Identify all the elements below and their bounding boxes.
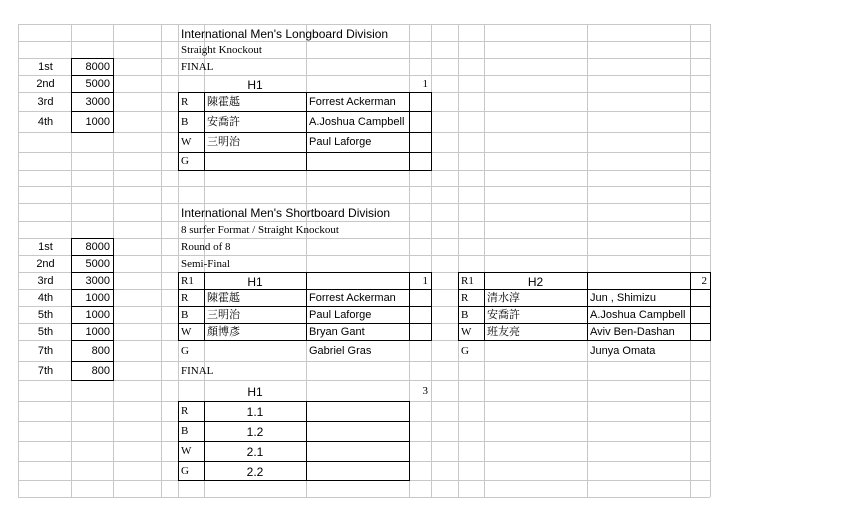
- jersey-color: B: [181, 308, 189, 321]
- surfer-name-local: 三明治: [207, 308, 240, 321]
- surfer-name-local: 安喬許: [207, 115, 240, 128]
- prize-amount: 8000: [85, 240, 110, 253]
- prize-place: 3rd: [37, 274, 54, 287]
- prize-amount: 1000: [85, 308, 110, 321]
- surfer-name-local: 陳霍趆: [207, 95, 240, 108]
- surfer-name: A.Joshua Campbell: [590, 308, 686, 321]
- heat-number: 1: [422, 77, 428, 90]
- prize-amount: 800: [91, 344, 110, 357]
- heat-number: 1: [422, 274, 428, 287]
- jersey-color: G: [181, 344, 189, 357]
- jersey-color: R: [181, 95, 189, 108]
- heat-label: H1: [247, 274, 263, 289]
- surfer-name-local: 顏博彥: [207, 325, 240, 338]
- heat-number: 2: [701, 274, 707, 287]
- jersey-color: R: [181, 405, 189, 417]
- surfer-name-local: 清水淳: [487, 291, 520, 304]
- surfer-name: Aviv Ben-Dashan: [590, 325, 675, 338]
- heat-label: H2: [527, 274, 544, 289]
- round-label: R1: [461, 274, 474, 287]
- jersey-color: R: [181, 291, 189, 304]
- jersey-color: B: [181, 115, 189, 128]
- longboard-round: FINAL: [181, 60, 214, 73]
- surfer-name-local: 陳霍趆: [207, 291, 240, 304]
- heat-label: H1: [247, 77, 263, 92]
- surfer-name: A.Joshua Campbell: [309, 115, 405, 128]
- heat-label: H1: [247, 384, 263, 399]
- prize-place: 5th: [37, 308, 54, 321]
- surfer-name: Paul Laforge: [309, 308, 372, 321]
- prize-place: 7th: [37, 344, 54, 357]
- prize-place: 5th: [37, 325, 54, 338]
- prize-amount: 8000: [85, 60, 110, 73]
- shortboard-final-round: FINAL: [181, 364, 214, 377]
- prize-amount: 3000: [85, 274, 110, 287]
- surfer-name-local: 安喬許: [487, 308, 520, 321]
- jersey-color: G: [461, 344, 469, 357]
- jersey-color: G: [181, 464, 189, 477]
- prize-place: 1st: [38, 60, 53, 73]
- prize-place: 4th: [37, 291, 54, 304]
- jersey-color: B: [181, 425, 189, 437]
- prize-place: 3rd: [37, 95, 54, 108]
- surfer-name: Gabriel Gras: [309, 344, 372, 357]
- jersey-color: W: [181, 136, 192, 148]
- shortboard-round-of: Round of 8: [181, 240, 231, 253]
- surfer-name: Jun , Shimizu: [590, 291, 657, 304]
- surfer-name: Forrest Ackerman: [309, 291, 396, 304]
- seed-label: 2.1: [246, 445, 264, 459]
- surfer-name: Bryan Gant: [309, 325, 365, 338]
- prize-amount: 5000: [85, 77, 110, 90]
- jersey-color: R: [461, 291, 469, 304]
- prize-amount: 1000: [85, 291, 110, 304]
- surfer-name-local: 班友亮: [487, 325, 520, 338]
- shortboard-semi: Semi-Final: [181, 257, 230, 270]
- jersey-color: B: [461, 308, 469, 321]
- prize-place: 2nd: [36, 257, 55, 270]
- jersey-color: G: [181, 155, 189, 167]
- jersey-color: W: [181, 325, 192, 338]
- jersey-color: W: [181, 445, 192, 457]
- surfer-name: Junya Omata: [590, 344, 656, 357]
- jersey-color: W: [461, 325, 472, 338]
- prize-place: 4th: [37, 115, 54, 128]
- seed-label: 1.1: [246, 405, 264, 419]
- heat-number: 3: [422, 384, 428, 397]
- shortboard-format: 8 surfer Format / Straight Knockout: [181, 223, 339, 236]
- prize-place: 1st: [38, 240, 53, 253]
- longboard-title: International Men's Longboard Division: [181, 26, 389, 41]
- seed-label: 2.2: [246, 464, 264, 479]
- seed-label: 1.2: [246, 425, 264, 439]
- prize-place: 2nd: [36, 77, 55, 90]
- surfer-name: Paul Laforge: [309, 136, 372, 148]
- prize-amount: 1000: [85, 115, 110, 128]
- prize-amount: 3000: [85, 95, 110, 108]
- longboard-format: Straight Knockout: [181, 43, 262, 56]
- shortboard-title: International Men's Shortboard Division: [181, 206, 391, 220]
- prize-amount: 5000: [85, 257, 110, 270]
- round-label: R1: [181, 274, 194, 287]
- prize-place: 7th: [37, 364, 54, 377]
- prize-amount: 1000: [85, 325, 110, 338]
- prize-amount: 800: [91, 364, 110, 377]
- surfer-name-local: 三明治: [207, 136, 240, 148]
- surfer-name: Forrest Ackerman: [309, 95, 396, 108]
